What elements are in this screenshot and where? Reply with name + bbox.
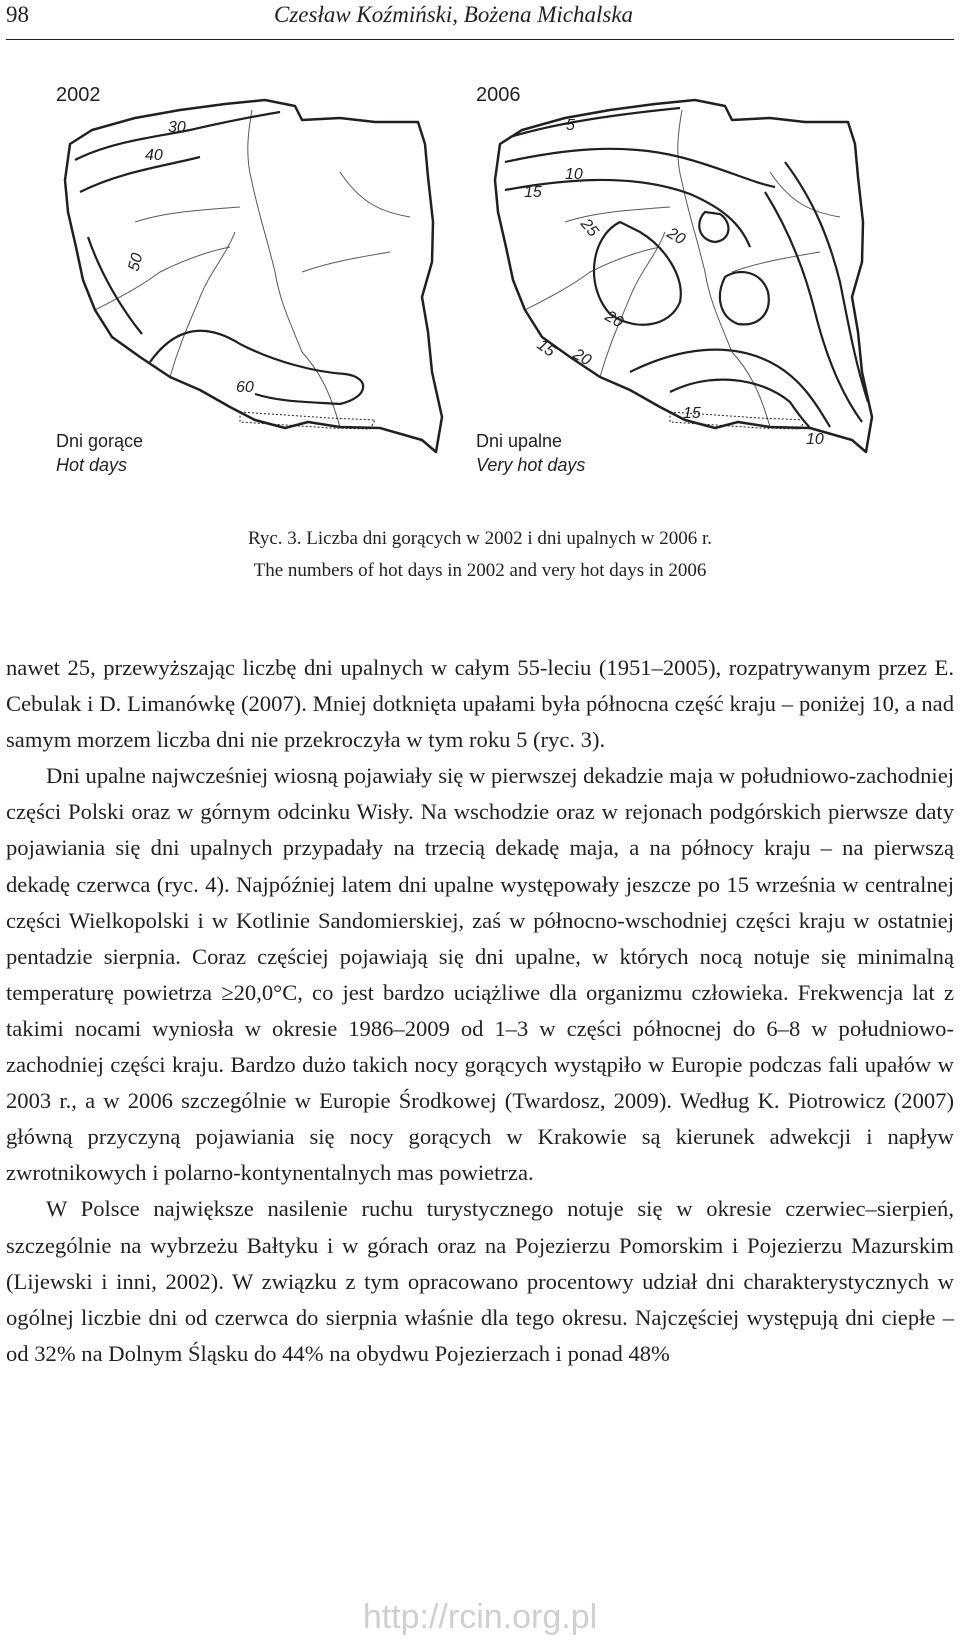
legend-very-hot-days-en: Very hot days [476, 455, 586, 475]
legend-very-hot-days-pl: Dni upalne [476, 431, 563, 451]
isoline-label: 50 [125, 251, 147, 274]
isoline-label: 20 [570, 345, 594, 370]
isoline-label: 15 [533, 336, 559, 361]
paragraph: nawet 25, przewyższając liczbę dni upalnych w całym 55-leciu (1951–2005), rozpatrywanym przez E. Cebulak i D. Limanówkę (2007). Mniej dotknięta upałami była północna część kraju – poniżej 10, a nad samym morzem liczba dni nie przekroczyła w tym roku 5 (ryc. 3). [6, 655, 954, 753]
isoline-label: 30 [168, 119, 186, 136]
isoline-label: 60 [236, 379, 254, 396]
figure-maps [0, 72, 960, 512]
map-year-2006: 2006 [476, 84, 521, 106]
isoline-label: 5 [566, 117, 575, 134]
body-text [6, 650, 954, 1372]
footer-watermark-url: http://rcin.org.pl [362, 1598, 598, 1636]
legend-hot-days-pl: Dni gorące [56, 431, 144, 451]
isoline-label: 20 [602, 307, 626, 332]
poland-outline [65, 100, 442, 452]
figure-caption-pl: Ryc. 3. Liczba dni gorących w 2002 i dni upalnych w 2006 r. [247, 528, 713, 549]
paragraph: W Polsce największe nasilenie ruchu turystycznego notuje się w okresie czerwiec–sierpień, szczególnie na wybrzeżu Bałtyku i w górach oraz na Pojezierzu Pomorskim i Pojezierzu Mazurskim (Lijewski i inni, 2002). W związku z tym opracowano procentowy udział dni charakterystycznych w ogólnej liczbie dni od czerwca do sierpnia właśnie dla tego okresu. Najczęściej występują dni ciepłe – od 32% na Dolnym Śląsku do 44% na obydwu Pojezierzach i ponad 48% [6, 1196, 954, 1366]
isolines-2002 [75, 112, 363, 404]
page-number: 98 [6, 2, 29, 27]
map-2002 [40, 72, 460, 492]
isoline-label: 20 [664, 224, 688, 249]
map-year-2002: 2002 [56, 84, 101, 106]
legend-hot-days-en: Hot days [56, 455, 128, 475]
isoline-label: 10 [565, 166, 583, 183]
running-head-authors: Czesław Koźmiński, Bożena Michalska [274, 2, 634, 27]
running-header [6, 0, 954, 40]
isoline-label: 40 [145, 147, 163, 164]
isoline-label: 15 [683, 405, 701, 422]
isolines-2006 [505, 108, 868, 428]
paragraph: Dni upalne najwcześniej wiosną pojawiały się w pierwszej dekadzie maja w południowo-zachodniej części Polski oraz w górnym odcinku Wisły. Na wschodzie oraz w rejonach podgórskich pierwsze daty pojawiania się dni upalnych przypadały na trzecią dekadę maja, a na północy kraju – na pierwszą dekadę czerwca (ryc. 4). Najpóźniej latem dni upalne występowały jeszcze po 15 września w centralnej części Wielkopolski i w Kotlinie Sandomierskiej, zaś w północno-wschodniej części kraju w ostatniej pentadzie sierpnia. Coraz częściej pojawiają się dni upalne, w których nocą notuje się minimalną temperaturę powietrza ≥20,0°C, co jest bardzo uciążliwe dla organizmu człowieka. Frekwencja lat z takimi nocami wyniosła w okresie 1986–2009 od 1–3 w części północnej do 6–8 w południowo-zachodniej części kraju. Bardzo dużo takich nocy gorących wystąpiło w Europie podczas fali upałów w 2003 r., a w 2006 szczególnie w Europie Środkowej (Twardosz, 2009). Według K. Piotrowicz (2007) główną przyczyną pojawiania się nocy gorących w Krakowie są kierunek adwekcji i napływ zwrotnikowych i polarno-kontynentalnych mas powietrza. [6, 763, 954, 1186]
isoline-label: 10 [806, 431, 824, 448]
isoline-label: 15 [524, 184, 542, 201]
map-2006 [470, 72, 890, 492]
isoline-label: 25 [576, 215, 602, 241]
figure-caption-en: The numbers of hot days in 2002 and very hot days in 2006 [253, 560, 707, 581]
